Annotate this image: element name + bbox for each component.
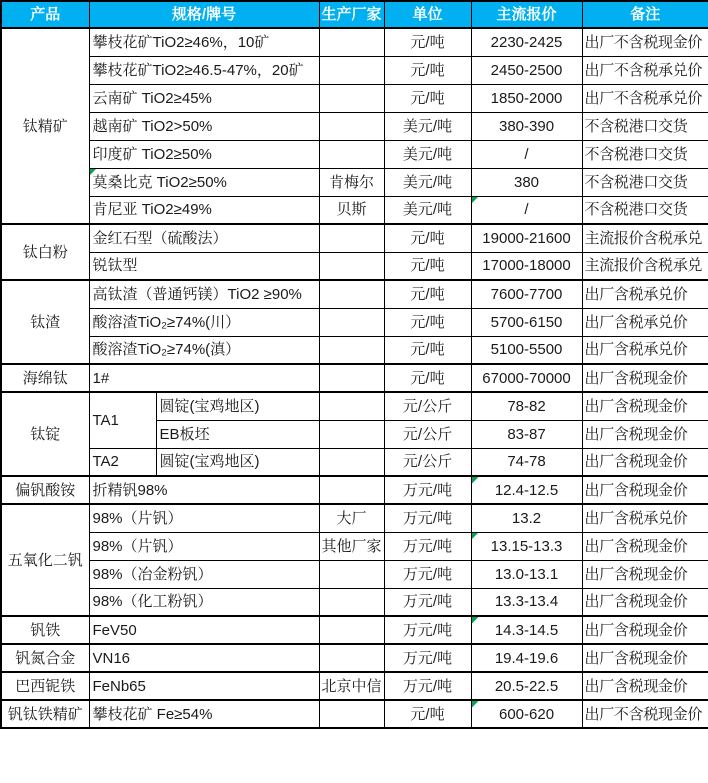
cell-unit: 美元/吨 [384, 112, 471, 140]
cell-unit: 万元/吨 [384, 616, 471, 644]
cell-note: 出厂含税现金价 [582, 644, 708, 672]
cell-product: 钒铁 [1, 616, 89, 644]
table-row [1, 280, 708, 308]
cell-product: 钛锭 [1, 392, 89, 476]
cell-note: 出厂不含税现金价 [582, 28, 708, 56]
cell-price: 19.4-19.6 [471, 644, 582, 672]
cell-spec: 98%（化工粉钒） [89, 588, 319, 616]
cell-producer: 大厂 [319, 504, 384, 532]
cell-unit: 元/吨 [384, 28, 471, 56]
cell-note: 出厂含税现金价 [582, 448, 708, 476]
table-row [1, 112, 708, 140]
cell-product: 钛渣 [1, 280, 89, 364]
table-row [1, 84, 708, 112]
cell-note: 不含税港口交货 [582, 168, 708, 196]
table-row [1, 448, 708, 476]
cell-product: 钒钛铁精矿 [1, 700, 89, 728]
cell-price: 12.4-12.5 [471, 476, 582, 504]
cell-note: 不含税港口交货 [582, 140, 708, 168]
table-row [1, 56, 708, 84]
cell-price: 13.2 [471, 504, 582, 532]
cell-spec: EB板坯 [156, 420, 319, 448]
cell-price: 67000-70000 [471, 364, 582, 392]
header-producer: 生产厂家 [319, 1, 384, 28]
cell-product: 钛白粉 [1, 224, 89, 280]
cell-error-flag-icon [90, 169, 97, 176]
cell-producer [319, 140, 384, 168]
cell-price: 5100-5500 [471, 336, 582, 364]
cell-producer [319, 308, 384, 336]
cell-unit: 元/吨 [384, 56, 471, 84]
cell-note: 出厂含税现金价 [582, 420, 708, 448]
cell-spec: FeV50 [89, 616, 319, 644]
cell-note: 出厂含税现金价 [582, 532, 708, 560]
cell-producer: 北京中信 [319, 672, 384, 700]
cell-price: 20.5-22.5 [471, 672, 582, 700]
cell-unit: 元/吨 [384, 700, 471, 728]
cell-error-flag-icon [472, 533, 479, 540]
cell-price: 380-390 [471, 112, 582, 140]
table-row [1, 28, 708, 56]
cell-note: 出厂含税承兑价 [582, 308, 708, 336]
cell-producer [319, 476, 384, 504]
cell-producer [319, 28, 384, 56]
cell-price: 78-82 [471, 392, 582, 420]
cell-unit: 元/公斤 [384, 448, 471, 476]
table-row [1, 140, 708, 168]
cell-spec: 圆锭(宝鸡地区) [156, 392, 319, 420]
cell-unit: 元/吨 [384, 84, 471, 112]
cell-note: 出厂含税现金价 [582, 672, 708, 700]
cell-price: 19000-21600 [471, 224, 582, 252]
cell-producer [319, 644, 384, 672]
cell-product: 偏钒酸铵 [1, 476, 89, 504]
header-price: 主流报价 [471, 1, 582, 28]
cell-unit: 万元/吨 [384, 588, 471, 616]
table-row [1, 252, 708, 280]
cell-spec: 金红石型（硫酸法） [89, 224, 319, 252]
cell-price: 13.0-13.1 [471, 560, 582, 588]
cell-price: 17000-18000 [471, 252, 582, 280]
cell-price: 14.3-14.5 [471, 616, 582, 644]
cell-producer [319, 56, 384, 84]
cell-price: 83-87 [471, 420, 582, 448]
cell-product: 钒氮合金 [1, 644, 89, 672]
cell-price: 2230-2425 [471, 28, 582, 56]
cell-note: 主流报价含税承兑 [582, 252, 708, 280]
cell-unit: 元/吨 [384, 364, 471, 392]
cell-grade: TA1 [89, 392, 156, 448]
cell-spec: 折精钒98% [89, 476, 319, 504]
cell-price: / [471, 140, 582, 168]
table-row [1, 308, 708, 336]
cell-spec: 酸溶渣TiO₂≥74%(川） [89, 308, 319, 336]
header-product: 产品 [1, 1, 89, 28]
cell-unit: 元/吨 [384, 308, 471, 336]
cell-producer [319, 588, 384, 616]
cell-spec: 高钛渣（普通钙镁）TiO2 ≥90% [89, 280, 319, 308]
cell-note: 主流报价含税承兑 [582, 224, 708, 252]
cell-unit: 元/吨 [384, 336, 471, 364]
cell-unit: 美元/吨 [384, 196, 471, 224]
table-row [1, 224, 708, 252]
cell-product: 海绵钛 [1, 364, 89, 392]
cell-unit: 万元/吨 [384, 476, 471, 504]
cell-spec: VN16 [89, 644, 319, 672]
table-row [1, 672, 708, 700]
cell-spec: 攀枝花矿 Fe≥54% [89, 700, 319, 728]
cell-note: 出厂含税承兑价 [582, 336, 708, 364]
cell-price: 5700-6150 [471, 308, 582, 336]
cell-spec: FeNb65 [89, 672, 319, 700]
cell-unit: 元/公斤 [384, 420, 471, 448]
cell-unit: 万元/吨 [384, 560, 471, 588]
table-row [1, 616, 708, 644]
cell-price: 13.3-13.4 [471, 588, 582, 616]
cell-product: 钛精矿 [1, 28, 89, 224]
table-header [1, 1, 708, 28]
cell-note: 不含税港口交货 [582, 112, 708, 140]
cell-price: 380 [471, 168, 582, 196]
cell-spec: 锐钛型 [89, 252, 319, 280]
cell-note: 出厂含税现金价 [582, 364, 708, 392]
table-row [1, 196, 708, 224]
cell-unit: 美元/吨 [384, 168, 471, 196]
cell-unit: 元/公斤 [384, 392, 471, 420]
cell-unit: 元/吨 [384, 224, 471, 252]
cell-price: 74-78 [471, 448, 582, 476]
cell-spec: 云南矿 TiO2≥45% [89, 84, 319, 112]
cell-note: 出厂含税承兑价 [582, 280, 708, 308]
header-note: 备注 [582, 1, 708, 28]
table-row [1, 168, 708, 196]
cell-price: 2450-2500 [471, 56, 582, 84]
cell-note: 出厂含税承兑价 [582, 504, 708, 532]
cell-price: 1850-2000 [471, 84, 582, 112]
table-row [1, 504, 708, 532]
cell-unit: 元/吨 [384, 280, 471, 308]
cell-spec: 98%（片钒） [89, 504, 319, 532]
cell-producer: 肯梅尔 [319, 168, 384, 196]
cell-spec: 莫桑比克 TiO2≥50% [89, 168, 319, 196]
cell-spec: 印度矿 TiO2≥50% [89, 140, 319, 168]
cell-note: 出厂含税现金价 [582, 392, 708, 420]
table-row [1, 700, 708, 728]
cell-spec: 酸溶渣TiO₂≥74%(滇） [89, 336, 319, 364]
cell-producer [319, 560, 384, 588]
cell-producer [319, 224, 384, 252]
cell-spec: 98%（冶金粉钒） [89, 560, 319, 588]
cell-producer [319, 392, 384, 420]
cell-note: 出厂含税现金价 [582, 560, 708, 588]
cell-producer [319, 364, 384, 392]
cell-spec: 攀枝花矿TiO2≥46%，10矿 [89, 28, 319, 56]
cell-error-flag-icon [472, 477, 479, 484]
header-unit: 单位 [384, 1, 471, 28]
cell-price: 13.15-13.3 [471, 532, 582, 560]
cell-producer: 贝斯 [319, 196, 384, 224]
cell-error-flag-icon [472, 617, 479, 624]
cell-producer [319, 112, 384, 140]
price-table-body [1, 28, 708, 728]
cell-grade: TA2 [89, 448, 156, 476]
table-row [1, 644, 708, 672]
cell-spec: 攀枝花矿TiO2≥46.5-47%，20矿 [89, 56, 319, 84]
table-row [1, 476, 708, 504]
cell-producer [319, 448, 384, 476]
cell-unit: 万元/吨 [384, 672, 471, 700]
cell-spec: 圆锭(宝鸡地区) [156, 448, 319, 476]
cell-error-flag-icon [472, 197, 479, 204]
cell-error-flag-icon [472, 701, 479, 708]
cell-note: 出厂含税现金价 [582, 476, 708, 504]
cell-unit: 万元/吨 [384, 532, 471, 560]
cell-producer [319, 616, 384, 644]
cell-unit: 万元/吨 [384, 504, 471, 532]
cell-price: 600-620 [471, 700, 582, 728]
cell-producer [319, 252, 384, 280]
cell-producer [319, 420, 384, 448]
cell-price: 7600-7700 [471, 280, 582, 308]
cell-note: 出厂含税现金价 [582, 588, 708, 616]
cell-spec: 98%（片钒） [89, 532, 319, 560]
cell-note: 出厂不含税承兑价 [582, 56, 708, 84]
cell-producer: 其他厂家 [319, 532, 384, 560]
cell-producer [319, 84, 384, 112]
cell-note: 出厂不含税承兑价 [582, 84, 708, 112]
cell-note: 出厂含税现金价 [582, 616, 708, 644]
table-row [1, 392, 708, 420]
cell-spec: 肯尼亚 TiO2≥49% [89, 196, 319, 224]
table-row [1, 560, 708, 588]
table-row [1, 364, 708, 392]
header-spec: 规格/牌号 [89, 1, 319, 28]
table-row [1, 532, 708, 560]
cell-product: 巴西铌铁 [1, 672, 89, 700]
table-row [1, 588, 708, 616]
cell-price: / [471, 196, 582, 224]
cell-spec: 越南矿 TiO2>50% [89, 112, 319, 140]
cell-producer [319, 280, 384, 308]
cell-unit: 美元/吨 [384, 140, 471, 168]
cell-producer [319, 336, 384, 364]
cell-unit: 元/吨 [384, 252, 471, 280]
cell-note: 出厂不含税现金价 [582, 700, 708, 728]
cell-product: 五氧化二钒 [1, 504, 89, 616]
cell-producer [319, 700, 384, 728]
header-row [1, 1, 708, 28]
table-row [1, 336, 708, 364]
cell-spec: 1# [89, 364, 319, 392]
cell-unit: 万元/吨 [384, 644, 471, 672]
cell-note: 不含税港口交货 [582, 196, 708, 224]
